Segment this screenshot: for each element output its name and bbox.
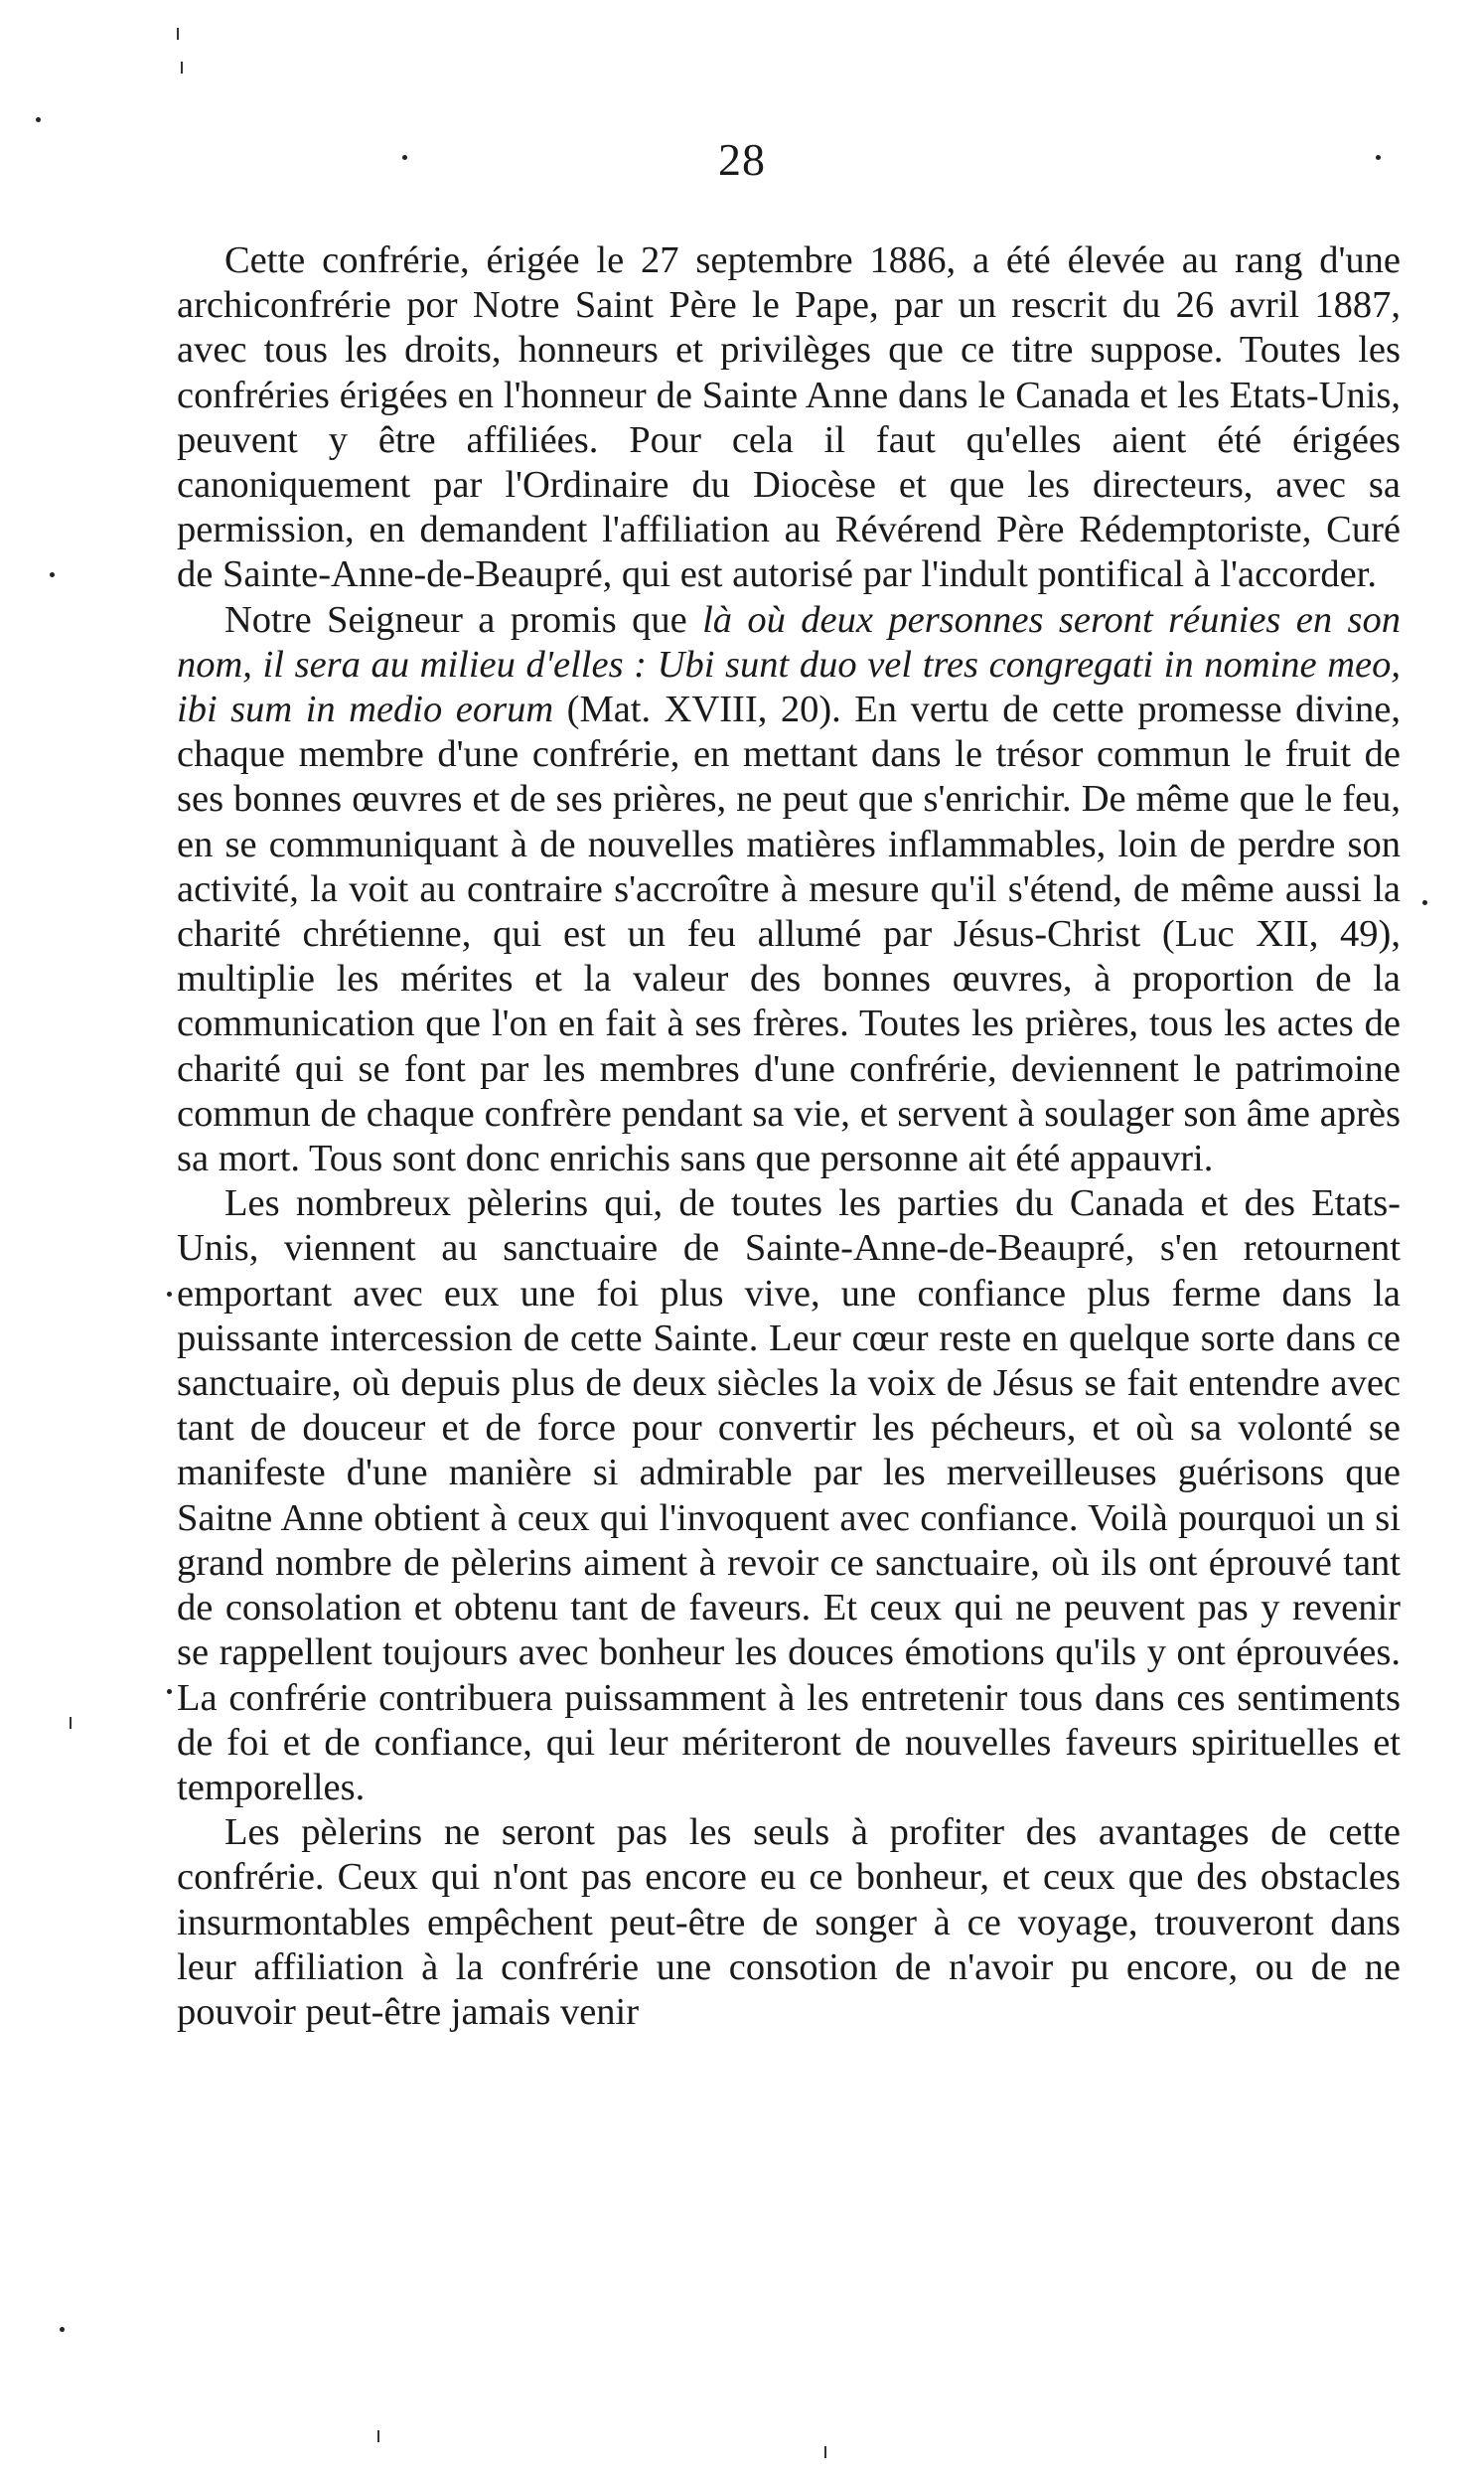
scan-mark <box>177 28 179 40</box>
scan-mark <box>824 2446 826 2458</box>
paragraph <box>177 1810 1401 2035</box>
scan-mark <box>377 2430 379 2442</box>
scan-speck <box>167 1689 172 1694</box>
scan-speck <box>402 155 407 160</box>
text-segment: Les nombreux pèlerins qui, de toutes les parties du Canada et des Etats-Unis, viennent au sanctuaire de Sainte-Anne-de-Beaupré, s'en retournent emportant avec eux une foi plus vive, une confiance plus ferme dans la puissante intercession de cette Sainte. Leur cœur reste en quelque sorte dans ce sanctuaire, où depuis plus de deux siècles la voix de Jésus se fait entendre avec tant de douceur et de force pour convertir les pécheurs, et où sa volonté se manifeste d'une manière si admirable par les merveilleuses guérisons que Saitne Anne obtient à ceux qui l'invoquent avec confiance. Voilà pourquoi un si grand nombre de pèlerins aiment à revoir ce sanctuaire, où ils ont éprouvé tant de consolation et obtenu tant de faveurs. Et ceux qui ne peuvent pas y revenir se rappellent toujours avec bonheur les douces émotions qu'ils y ont éprouvées. La confrérie contribuera puissamment à les entretenir tous dans ces sentiments de foi et de confiance, qui leur mériteront de nouvelles faveurs spirituelles et temporelles. <box>177 1182 1401 1808</box>
scan-speck <box>167 1292 172 1297</box>
italic-text-segment: là où deux personnes seront réunies en son nom, il sera au milieu d'elles : Ubi sunt duo vel tres congregati in nomine meo, ibi sum in medio eorum <box>177 598 1402 731</box>
scan-speck <box>50 572 55 577</box>
text-segment: Cette confrérie, érigée le 27 septembre 1886, a été élevée au rang d'une archiconfrérie por Notre Saint Père le Pape, par un rescrit du 26 avril 1887, avec tous les droits, honneurs et privilèges que ce titre suppose. Toutes les confréries érigées en l'honneur de Sainte Anne dans le Canada et les Etats-Unis, peuvent y être affiliées. Pour cela il faut qu'elles aient été érigées canoniquement par l'Ordinaire du Diocèse et que les directeurs, avec sa permission, en demandent l'affiliation au Révérend Père Rédemptoriste, Curé de Sainte-Anne-de-Beaupré, qui est autorisé par l'indult pontifical à l'accorder. <box>177 239 1401 596</box>
page-number: 28 <box>718 134 766 185</box>
paragraph <box>177 1181 1401 1810</box>
scan-speck <box>1376 155 1381 160</box>
scan-speck <box>1422 900 1427 905</box>
paragraph <box>177 598 1401 1182</box>
body-text <box>177 238 1401 2035</box>
scan-speck <box>36 117 41 122</box>
scan-mark <box>70 1717 72 1729</box>
scan-mark <box>181 62 183 74</box>
scan-speck <box>60 2327 65 2332</box>
paragraph <box>177 238 1401 598</box>
text-segment: (Mat. XVIII, 20). En vertu de cette promesse divine, chaque membre d'une confrérie, en mettant dans le trésor commun le fruit de ses bonnes œuvres et de ses prières, ne peut que s'enrichir. De même que le feu, en se communiquant à de nouvelles matières inflammables, loin de perdre son activité, la voit au contraire s'accroître à mesure qu'il s'étend, de même aussi la charité chrétienne, qui est un feu allumé par Jésus-Christ (Luc XII, 49), multiplie les mérites et la valeur des bonnes œuvres, à proportion de la communication que l'on en fait à ses frères. Toutes les prières, tous les actes de charité qui se font par les membres d'une confrérie, deviennent le patrimoine commun de chaque confrère pendant sa vie, et servent à soulager son âme après sa mort. Tous sont donc enrichis sans que personne ait été appauvri. <box>177 689 1401 1180</box>
text-segment: Les pèlerins ne seront pas les seuls à profiter des avantages de cette confrérie. Ceux qui n'ont pas encore eu ce bonheur, et ceux que des obstacles insurmontables empêchent peut-être de songer à ce voyage, trouveront dans leur affiliation à la confrérie une consotion de n'avoir pu encore, ou de ne pouvoir peut-être jamais venir <box>177 1811 1401 2033</box>
text-segment: Notre Seigneur a promis que <box>224 598 703 641</box>
